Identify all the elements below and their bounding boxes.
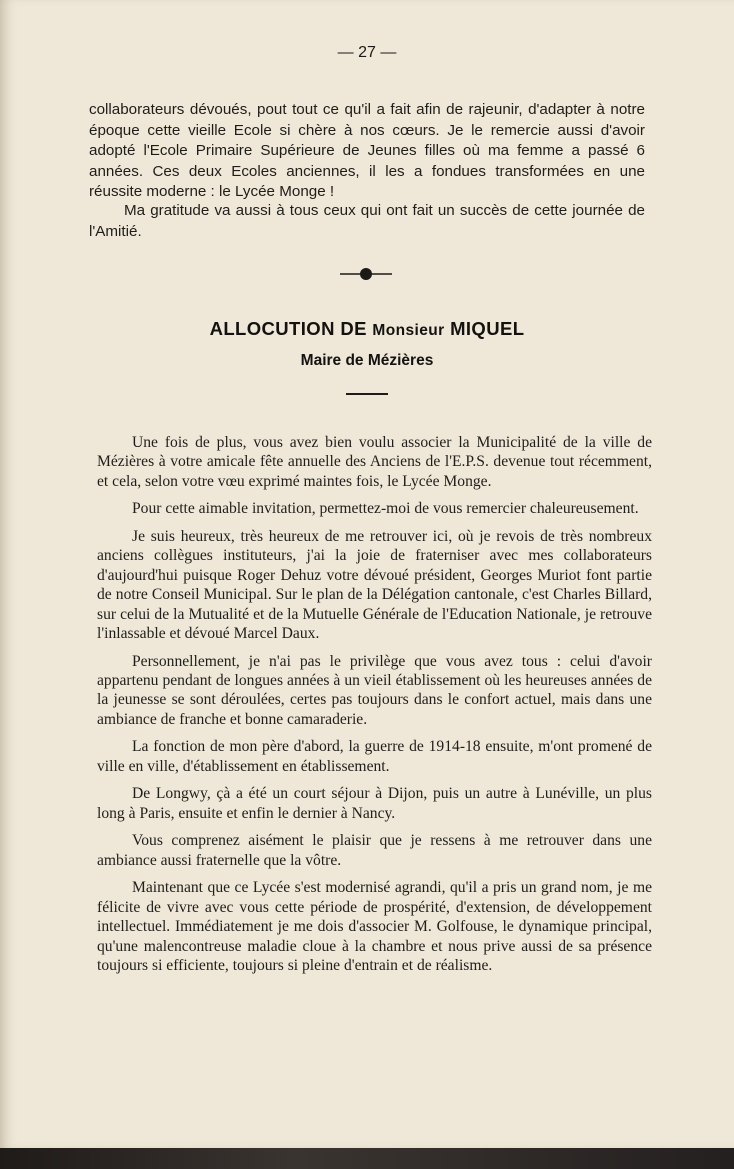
title-part-3: MIQUEL [444,318,525,339]
speech-paragraph: Je suis heureux, très heureux de me retrouver ici, où je revois de très nombreux anciens collègues instituteurs, j'ai la joie de fraterniser avec mes collaborateurs d'aujourd'hui puisque Roger Dehuz votre dévoué président, Georges Muriot font partie de notre Conseil Municipal. Sur le plan de la Délégation cantonale, c'est Charles Billard, sur celui de la Mutualité et de la Mutuelle Générale de l'Education Nationale, je retrouve l'inlassable et dévoué Marcel Daux. [97,528,652,643]
ornament-divider-icon [336,264,396,284]
speech-title [0,318,734,340]
speech-paragraph: Personnellement, je n'ai pas le privilège que vous avez tous : celui d'avoir appartenu pendant de longues années à un vieil établissement où les heureuses années de la jeunesse se sont déroulées, certes pas toujours dans le confort actuel, mais dans une ambiance de franche et bonne camaraderie. [97,652,652,728]
speech-paragraph: Vous comprenez aisément le plaisir que je ressens à me retrouver dans une ambiance aussi fraternelle que la vôtre. [97,832,652,869]
page-number: — 27 — [337,44,397,61]
speech-paragraph: De Longwy, çà a été un court séjour à Dijon, puis un autre à Lunéville, un plus long à Paris, ensuite et enfin le dernier à Nancy. [97,785,652,822]
intro-text-2: Ma gratitude va aussi à tous ceux qui ont fait un succès de cette journée de l'Amitié. [89,202,645,240]
speech-paragraph: Une fois de plus, vous avez bien voulu associer la Municipalité de la ville de Mézières à votre amicale fête annuelle des Anciens de l'E.P.S. devenue tout récemment, et cela, selon votre vœu exprimé maintes fois, le Lycée Monge. [97,434,652,490]
title-part-2: Monsieur [372,322,445,339]
intro-paragraph-2 [89,201,645,242]
speech-paragraph: Maintenant que ce Lycée s'est modernisé agrandi, qu'il a pris un grand nom, je me félicite de vivre avec vous cette période de prospérité, d'extension, de développement intellectuel. Immédiatement je me dois d'associer M. Golfouse, le dynamique principal, qu'une malencontreuse maladie cloue à la chambre et nous prive aussi de sa présence toujours si efficiente, toujours si pleine d'entrain et de réalisme. [97,879,652,975]
speech-paragraph: Pour cette aimable invitation, permettez-moi de vous remercier chaleureusement. [132,500,639,518]
scan-background [0,1148,734,1169]
title-part-1: ALLOCUTION DE [209,318,373,339]
heading-rule [346,393,388,395]
speech-paragraph: La fonction de mon père d'abord, la guerre de 1914-18 ensuite, m'ont promené de ville en ville, d'établissement en établissement. [97,738,652,775]
speech-subtitle: Maire de Mézières [300,352,434,369]
intro-paragraph-1 [89,100,645,203]
speech-body [97,433,652,984]
intro-text-1: collaborateurs dévoués, pout tout ce qu'il a fait afin de rajeunir, d'adapter à notre époque cette vieille Ecole si chère à nos cœurs. Je le remercie aussi d'avoir adopté l'Ecole Primaire Supérieure de Jeunes filles où ma femme a passé 6 années. Ces deux Ecoles anciennes, il les a fondues transformées en une réussite moderne : le Lycée Monge ! [89,101,645,201]
